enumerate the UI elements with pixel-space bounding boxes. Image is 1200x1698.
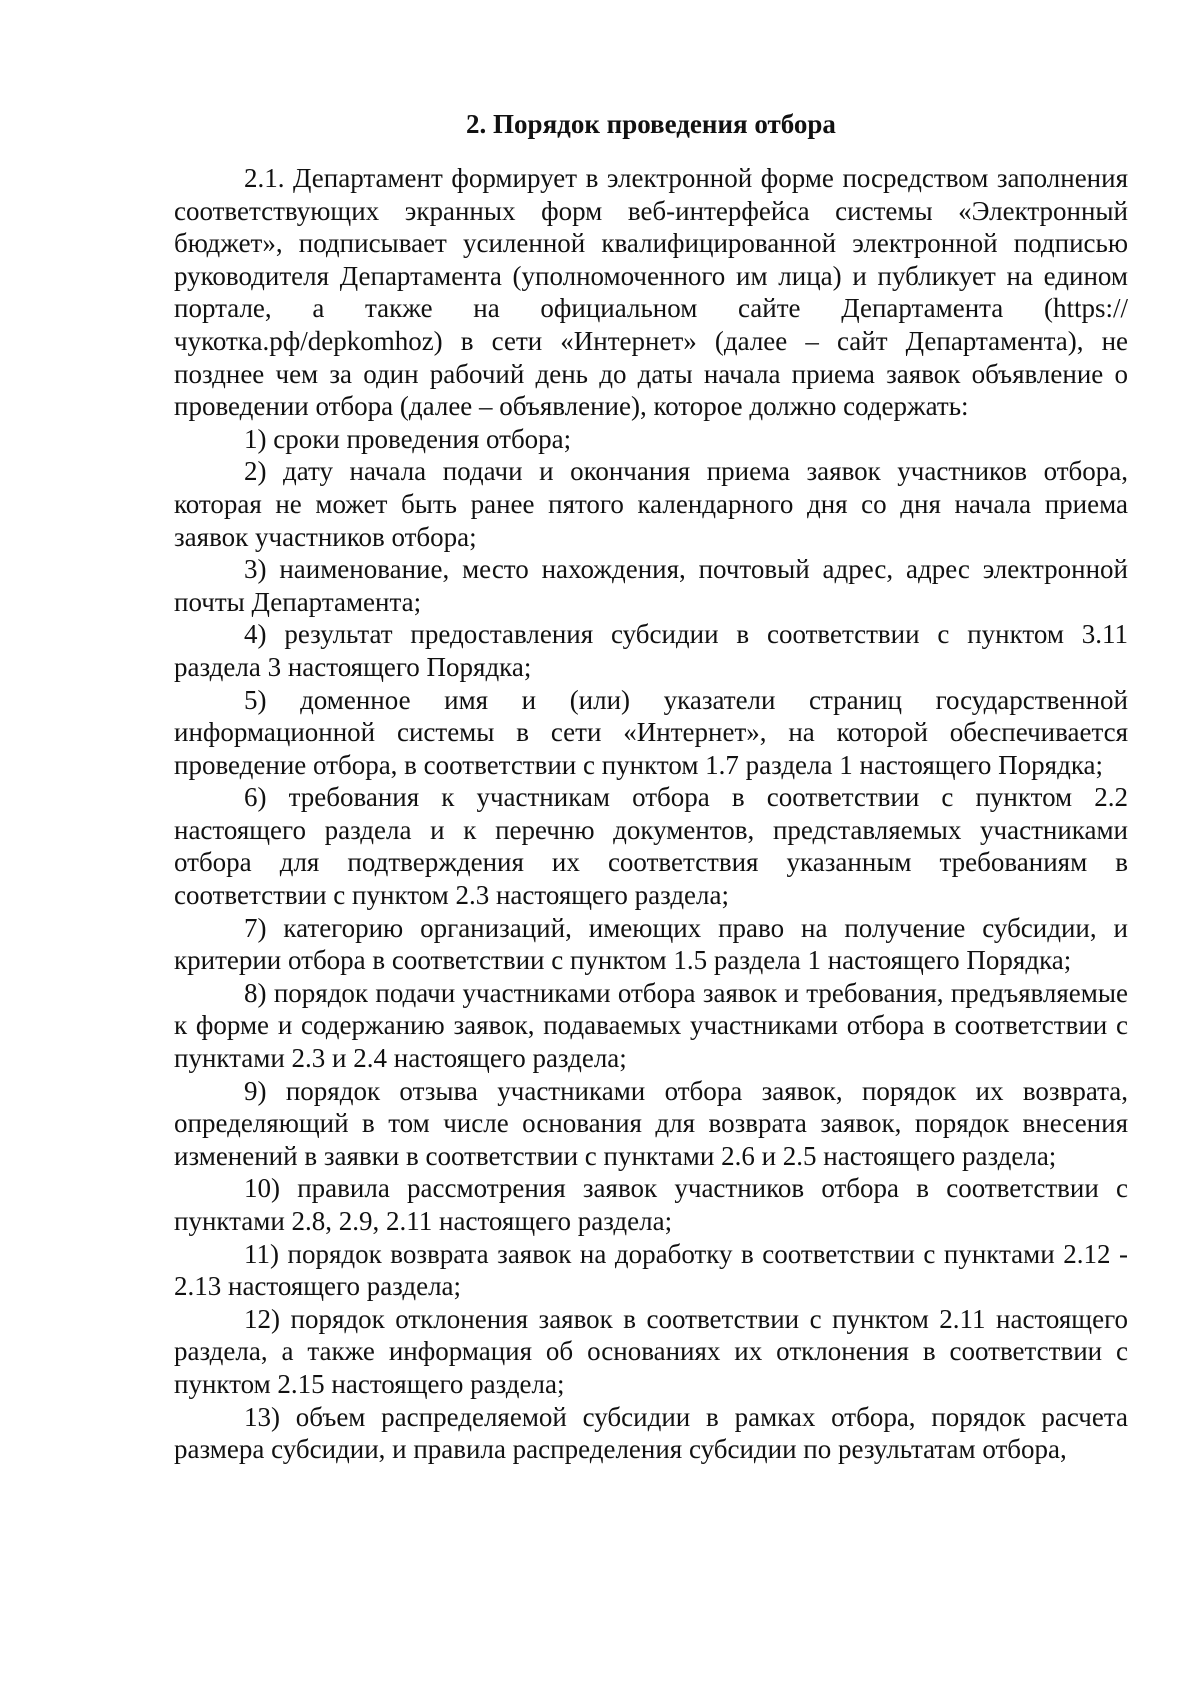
list-item-6: 6) требования к участникам отбора в соответствии с пунктом 2.2 настоящего раздела и к перечню документов, представляемых участниками отбора для подтверждения их соответствия указанным требованиям в соответствии с пунктом 2.3 настоящего раздела;: [174, 782, 1128, 911]
list-item-9: 9) порядок отзыва участниками отбора заявок, порядок их возврата, определяющий в том числе основания для возврата заявок, порядок внесения изменений в заявки в соответствии с пунктами 2.6 и 2.5 настоящего раздела;: [174, 1075, 1128, 1171]
list-item-1: 1) сроки проведения отбора;: [244, 423, 572, 454]
section-heading: 2. Порядок проведения отбора: [466, 109, 836, 139]
list-item-7: 7) категорию организаций, имеющих право на получение субсидии, и критерии отбора в соответствии с пунктом 1.5 раздела 1 настоящего Порядка;: [174, 912, 1128, 976]
list-item-8: 8) порядок подачи участниками отбора заявок и требования, предъявляемые к форме и содержанию заявок, подаваемых участниками отбора в соответствии с пунктами 2.3 и 2.4 настоящего раздела;: [174, 977, 1128, 1074]
list-item-13: 13) объем распределяемой субсидии в рамках отбора, порядок расчета размера субсидии, и правила распределения субсидии по результатам отбора,: [174, 1401, 1128, 1465]
list-item-2: 2) дату начала подачи и окончания приема заявок участников отбора, которая не может быть ранее пятого календарного дня со дня начала приема заявок участников отбора;: [174, 456, 1128, 552]
list-item-3: 3) наименование, место нахождения, почтовый адрес, адрес электронной почты Департамента;: [174, 554, 1128, 617]
list-item-5: 5) доменное имя и (или) указатели страниц государственной информационной системы в сети «Интернет», на которой обеспечивается проведение отбора, в соответствии с пунктом 1.7 раздела 1 настоящего Порядка;: [174, 684, 1128, 780]
list-item-12: 12) порядок отклонения заявок в соответствии с пунктом 2.11 настоящего раздела, а также информация об основаниях их отклонения в соответствии с пунктом 2.15 настоящего раздела;: [174, 1303, 1128, 1399]
list-item-11: 11) порядок возврата заявок на доработку в соответствии с пунктами 2.12 - 2.13 настоящего раздела;: [174, 1238, 1128, 1302]
paragraph-2-1: 2.1. Департамент формирует в электронной форме посредством заполнения соответствующих экранных форм веб-интерфейса системы «Электронный бюджет», подписывает усиленной квалифицированной электронной подписью руководителя Департамента (уполномоченного им лица) и публикует на едином портале, а также на официальном сайте Департамента (https://чукотка.рф/depkomhoz) в сети «Интернет» (далее – сайт Департамента), не позднее чем за один рабочий день до даты начала приема заявок объявление о проведении отбора (далее – объявление), которое должно содержать:: [174, 163, 1128, 422]
document-body: [174, 108, 1128, 1466]
list-item-4: 4) результат предоставления субсидии в соответствии с пунктом 3.11 раздела 3 настоящего Порядка;: [174, 619, 1128, 682]
list-item-10: 10) правила рассмотрения заявок участников отбора в соответствии с пунктами 2.8, 2.9, 2.11 настоящего раздела;: [174, 1173, 1128, 1236]
